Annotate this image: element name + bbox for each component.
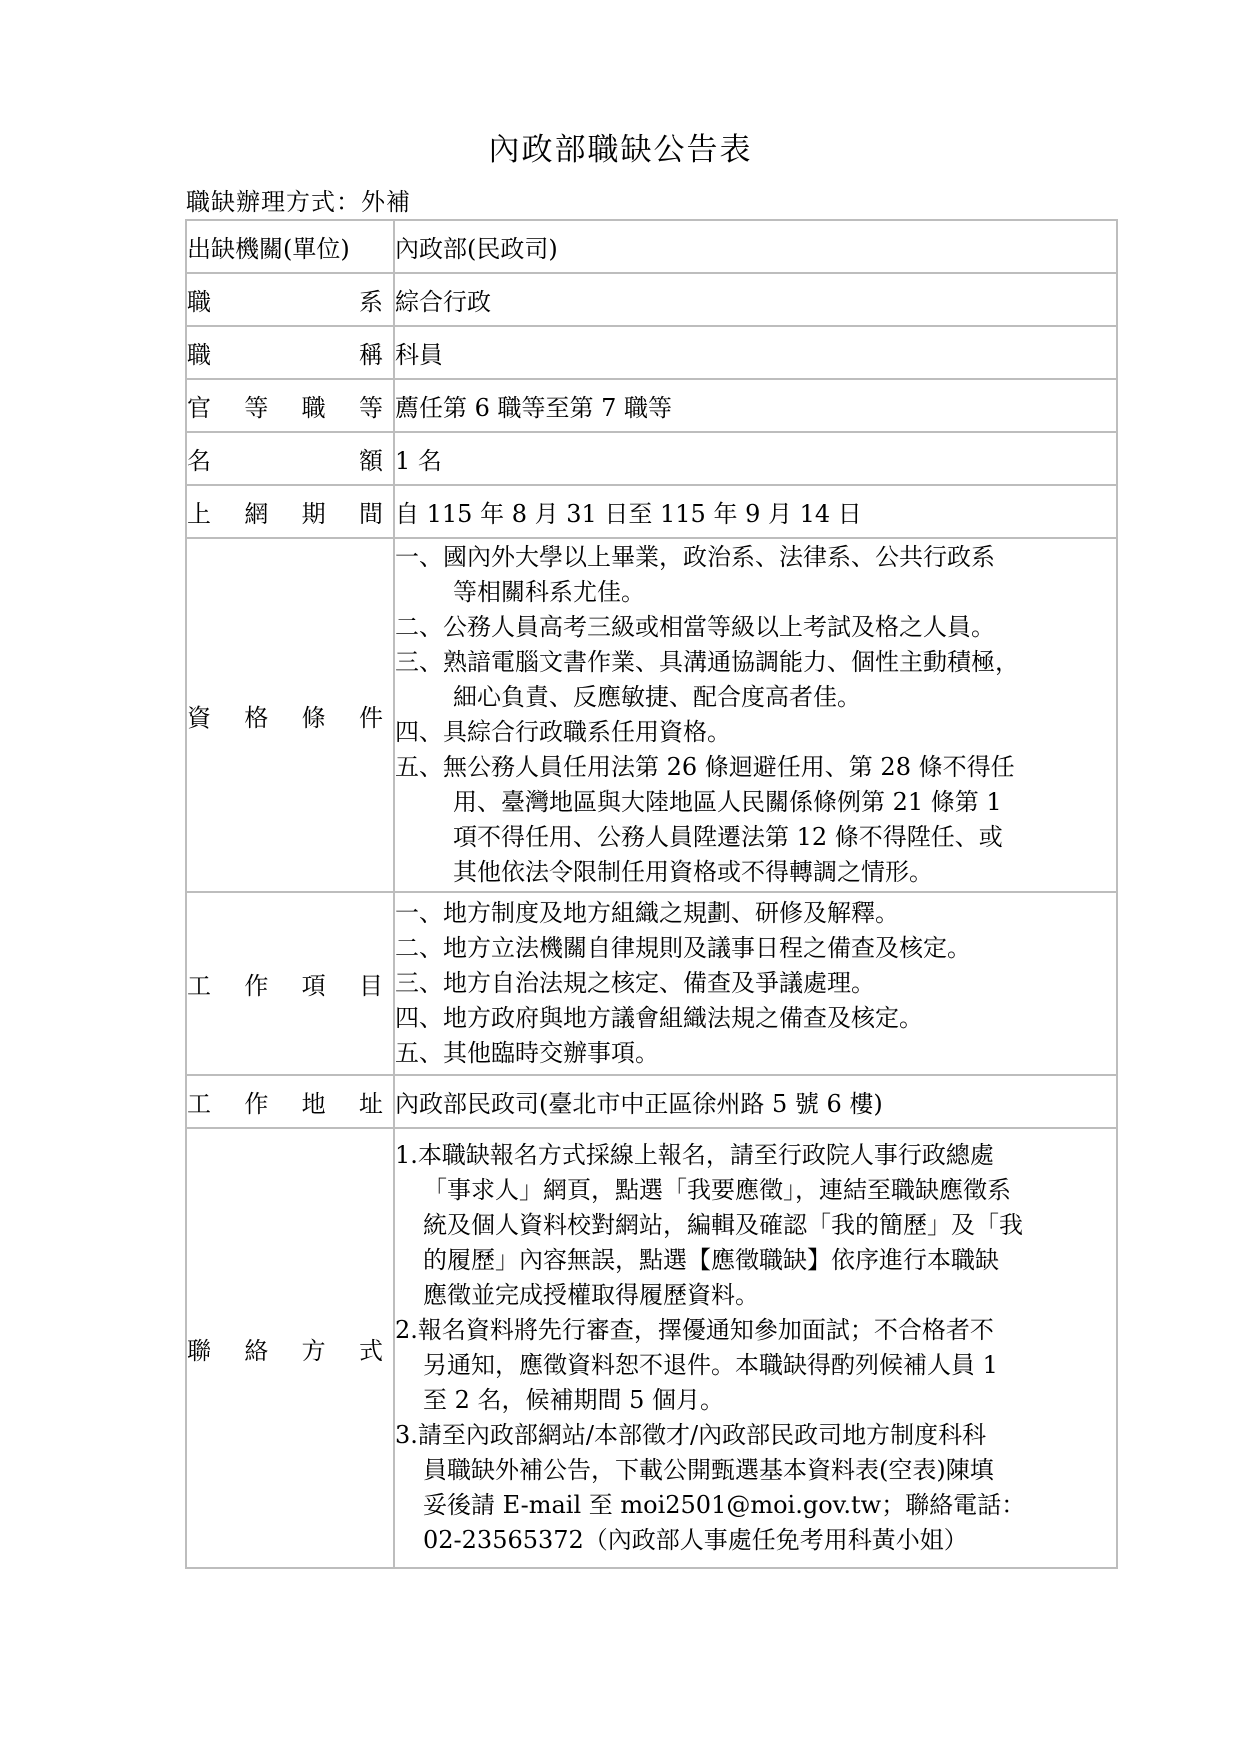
contact-line: 妥後請 E-mail 至 moi2501@moi.gov.tw；聯絡電話： [423,1491,1026,1519]
qual-line: 三、熟諳電腦文書作業、具溝通協調能力、個性主動積極， [395,648,1019,676]
duty-line: 二、地方立法機關自律規則及議事日程之備查及核定。 [395,934,971,962]
label-duties: 工 作 項 目 [186,892,394,1075]
duty-line: 四、地方政府與地方議會組織法規之備查及核定。 [395,1004,923,1032]
value-grade: 薦任第 6 職等至第 7 職等 [394,379,1117,432]
row-period [186,485,1117,538]
qual-line: 用、臺灣地區與大陸地區人民關係條例第 21 條第 1 [453,788,1002,816]
contact-line: 的履歷」內容無誤，點選【應徵職缺】依序進行本職缺 [423,1246,999,1274]
label-address: 工 作 地 址 [186,1075,394,1128]
qual-line: 四、具綜合行政職系任用資格。 [395,718,731,746]
qual-line: 一、國內外大學以上畢業，政治系、法律系、公共行政系 [395,543,995,571]
qual-line: 五、無公務人員任用法第 26 條迴避任用、第 28 條不得任 [395,753,1015,781]
value-contact [394,1128,1117,1568]
row-contact [186,1128,1117,1568]
label-contact: 聯 絡 方 式 [186,1128,394,1568]
duty-line: 三、地方自治法規之核定、備查及爭議處理。 [395,969,875,997]
label-series: 職 系 [186,273,394,326]
duty-line: 一、地方制度及地方組織之規劃、研修及解釋。 [395,899,899,927]
contact-line: 另通知，應徵資料恕不退件。本職缺得酌列候補人員 1 [423,1351,998,1379]
qual-line: 其他依法令限制任用資格或不得轉調之情形。 [453,858,933,886]
contact-line: 1.本職缺報名方式採線上報名，請至行政院人事行政總處 [395,1141,994,1169]
duty-line: 五、其他臨時交辦事項。 [395,1039,659,1067]
label-quota: 名 額 [186,432,394,485]
value-qualifications [394,538,1117,892]
qual-line: 等相關科系尤佳。 [453,578,645,606]
label-agency: 出缺機關(單位) [186,220,394,273]
label-qualifications: 資 格 條 件 [186,538,394,892]
contact-line: 「事求人」網頁，點選「我要應徵」，連結至職缺應徵系 [423,1176,1011,1204]
vacancy-table [185,219,1118,1569]
qual-line: 項不得任用、公務人員陞遷法第 12 條不得陞任、或 [453,823,1003,851]
value-quota: 1 名 [394,432,1117,485]
label-period: 上 網 期 間 [186,485,394,538]
value-position: 科員 [394,326,1117,379]
row-qualifications [186,538,1117,892]
contact-line: 統及個人資料校對網站，編輯及確認「我的簡歷」及「我 [423,1211,1023,1239]
value-address: 內政部民政司(臺北市中正區徐州路 5 號 6 樓) [394,1075,1117,1128]
contact-line: 員職缺外補公告，下載公開甄選基本資料表(空表)陳填 [423,1456,994,1484]
row-series [186,273,1117,326]
value-duties [394,892,1117,1075]
row-grade [186,379,1117,432]
vacancy-method: 職缺辦理方式：外補 [186,188,411,216]
value-series: 綜合行政 [394,273,1117,326]
contact-line: 3.請至內政部網站/本部徵才/內政部民政司地方制度科科 [395,1421,987,1449]
qual-line: 細心負責、反應敏捷、配合度高者佳。 [453,683,861,711]
page-title: 內政部職缺公告表 [488,132,753,168]
value-period: 自 115 年 8 月 31 日至 115 年 9 月 14 日 [394,485,1117,538]
label-position: 職 稱 [186,326,394,379]
row-agency [186,220,1117,273]
contact-line: 至 2 名，候補期間 5 個月。 [423,1386,725,1414]
qual-line: 二、公務人員高考三級或相當等級以上考試及格之人員。 [395,613,995,641]
row-quota [186,432,1117,485]
row-position [186,326,1117,379]
value-agency: 內政部(民政司) [394,220,1117,273]
label-grade: 官 等 職 等 [186,379,394,432]
contact-line: 02-23565372（內政部人事處任免考用科黃小姐） [423,1526,968,1554]
contact-line: 2.報名資料將先行審查，擇優通知參加面試；不合格者不 [395,1316,994,1344]
row-address [186,1075,1117,1128]
contact-line: 應徵並完成授權取得履歷資料。 [423,1281,759,1309]
row-duties [186,892,1117,1075]
